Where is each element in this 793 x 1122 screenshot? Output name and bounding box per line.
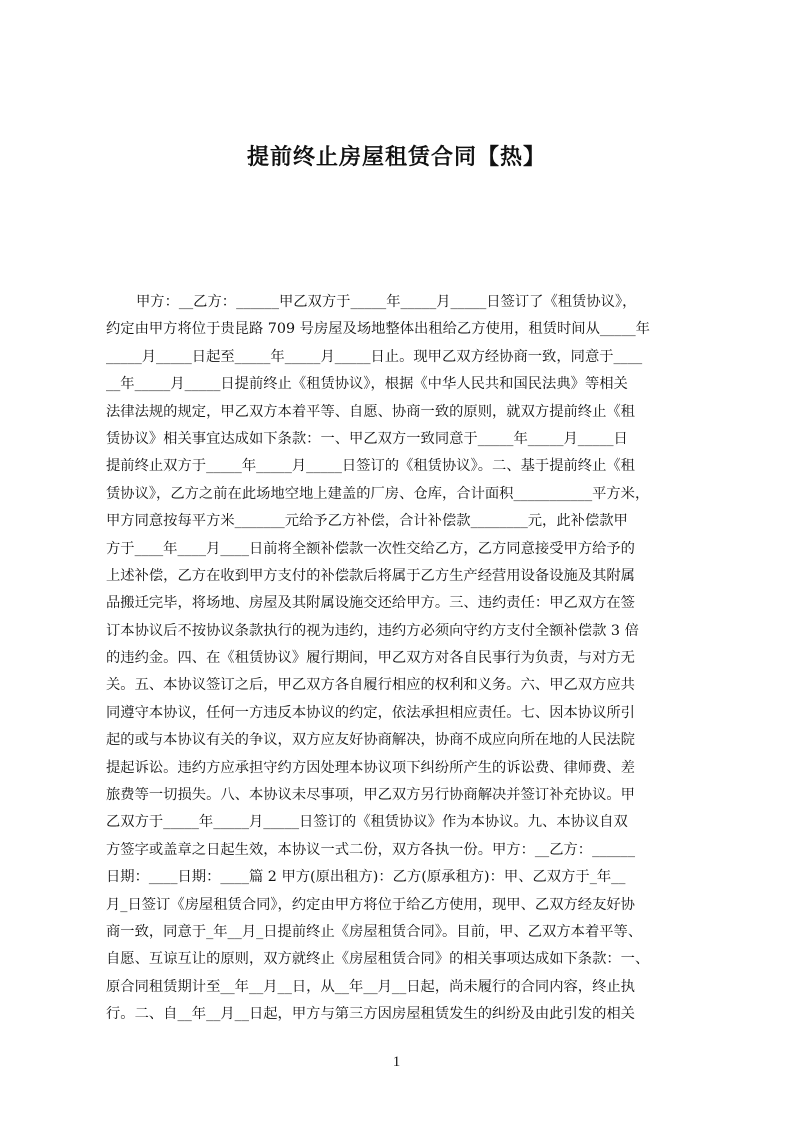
body-line: 的违约金。四、在《租赁协议》履行期间，甲乙双方对各自民事行为负责，与对方无	[106, 650, 635, 667]
body-line: 提前终止双方于_____年_____月_____日签订的《租赁协议》。二、基于提前终止《租	[106, 458, 635, 475]
document-title: 提前终止房屋租赁合同【热】	[246, 145, 546, 170]
body-line: 上述补偿，乙方在收到甲方支付的补偿款后将属于乙方生产经营用设备设施及其附属	[106, 567, 635, 584]
body-line: 日期：____日期：____篇 2 甲方(原出租方)：乙方(原承租方)：甲、乙双方于_年__	[106, 869, 626, 886]
body-line: 赁协议》，乙方之前在此场地空地上建盖的厂房、仓库，合计面积___________平方米，	[106, 485, 650, 502]
body-line: 法律法规的规定，甲乙双方本着平等、自愿、协商一致的原则，就双方提前终止《租	[106, 403, 635, 420]
body-line: 旅费等一切损失。八、本协议未尽事项，甲乙双方另行协商解决并签订补充协议。甲	[106, 787, 635, 804]
body-line: 行。二、自__年__月__日起，甲方与第三方因房屋租赁发生的纠纷及由此引发的相关	[106, 1006, 635, 1023]
body-line: 月_日签订《房屋租赁合同》，约定由甲方将位于给乙方使用，现甲、乙双方经友好协	[106, 896, 635, 913]
body-line: 商一致，同意于_年__月_日提前终止《房屋租赁合同》。目前，甲、乙双方本着平等、	[106, 923, 643, 940]
body-line: 原合同租赁期计至__年__月__日，从__年__月__日起，尚未履行的合同内容，终止执	[106, 978, 635, 995]
body-line: 品搬迁完毕，将场地、房屋及其附属设施交还给甲方。三、违约责任：甲乙双方在签	[106, 595, 635, 612]
body-line: 同遵守本协议，任何一方违反本协议的约定，依法承担相应责任。七、因本协议所引	[106, 704, 635, 721]
body-line: 赁协议》相关事宜达成如下条款：一、甲乙双方一致同意于_____年_____月_____日	[106, 430, 628, 447]
body-line: 提起诉讼。违约方应承担守约方因处理本协议项下纠纷所产生的诉讼费、律师费、差	[106, 759, 635, 776]
body-line: 甲方：__乙方：______甲乙双方于_____年_____月_____日签订了《租赁协议》，	[136, 294, 637, 310]
body-line: 关。五、本协议签订之后，甲乙双方各自履行相应的权利和义务。六、甲乙双方应共	[106, 677, 635, 694]
body-line: 订本协议后不按协议条款执行的视为违约，违约方必须向守约方支付全额补偿款 3 倍	[106, 622, 639, 639]
body-line: 乙双方于_____年_____月_____日签订的《租赁协议》作为本协议。九、本协议自双	[106, 814, 628, 831]
page-number: 1	[392, 1054, 401, 1070]
body-line: 方于____年____月____日前将全额补偿款一次性交给乙方，乙方同意接受甲方给予的	[106, 540, 635, 557]
body-line: 起的或与本协议有关的争议，双方应友好协商解决，协商不成应向所在地的人民法院	[106, 732, 635, 749]
body-line: __年_____月_____日提前终止《租赁协议》，根据《中华人民共和国民法典》等相关	[106, 376, 628, 393]
body-line: 约定由甲方将位于贵昆路 709 号房屋及场地整体出租给乙方使用，租赁时间从_____年	[106, 321, 650, 338]
body-line: 甲方同意按每平方米_______元给予乙方补偿，合计补偿款________元，此补偿款甲	[106, 513, 628, 530]
body-line: 自愿、互谅互让的原则，双方就终止《房屋租赁合同》的相关事项达成如下条款：一、	[106, 951, 650, 968]
body-line: _____月_____日起至_____年_____月_____日止。现甲乙双方经协商一致，同意于____	[106, 348, 643, 365]
document-body	[106, 289, 698, 1034]
body-line: 方签字或盖章之日起生效，本协议一式二份，双方各执一份。甲方：__乙方：______	[106, 841, 635, 858]
